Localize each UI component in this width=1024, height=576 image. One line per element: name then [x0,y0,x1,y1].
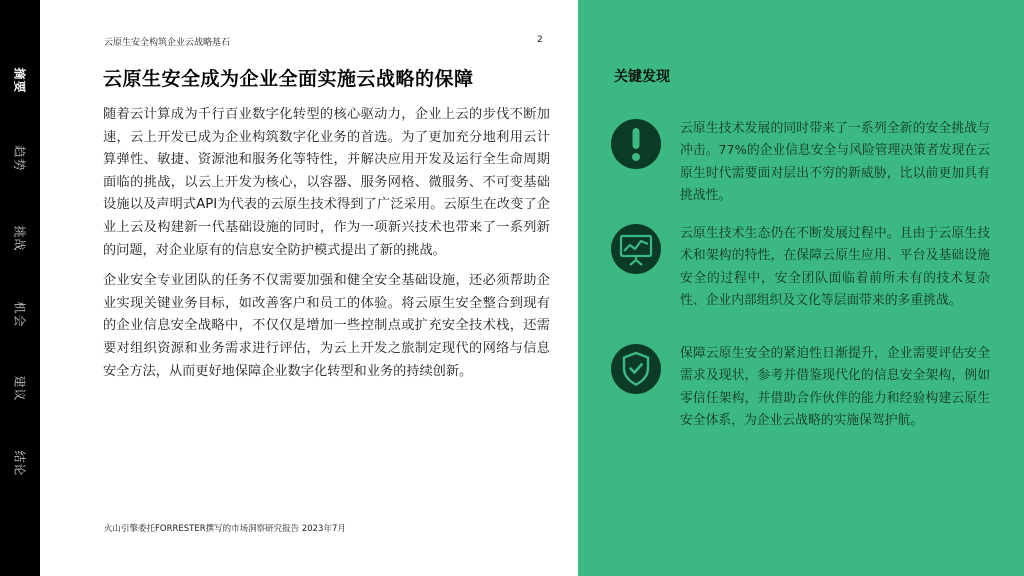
nav-item-opportunities[interactable] [0,294,40,334]
body-paragraph: 企业安全专业团队的任务不仅需要加强和健全安全基础设施，还必须帮助企业实现关键业务目标，如改善客户和员工的体验。将云原生安全整合到现有的企业信息安全战略中，不仅仅是增加一些控制点或扩充安全技术栈，还需要对组织资源和业务需求进行评估，为云上开发之旅制定现代的网络与信息安全方法，从而更好地保障企业数字化转型和业务的持续创新。 [103,273,550,379]
nav-item-label: 挑战 [12,224,27,252]
key-findings-title: 关键发现 [614,69,670,85]
presentation-chart-icon [610,223,662,275]
nav-item-challenges[interactable] [0,218,40,258]
key-finding-text: 云原生技术发展的同时带来了一系列全新的安全挑战与冲击。77%的企业信息安全与风险管理决策者发现在云原生时代需要面对层出不穷的新威胁，比以前更加具有挑战性。 [680,121,990,204]
nav-item-label: 摘要 [12,66,27,94]
nav-item-conclusion[interactable] [0,443,40,483]
running-header: 云原生安全构筑企业云战略基石 [104,38,231,48]
nav-item-label: 结论 [12,449,27,477]
nav-item-recommendations[interactable] [0,368,40,408]
page-number: 2 [537,35,543,45]
section-nav-rail [0,0,40,576]
key-finding-text: 云原生技术生态仍在不断发展过程中。且由于云原生技术和架构的特性，在保障云原生应用、平台及基础设施安全的过程中，安全团队面临着前所未有的技术复杂性、企业内部组织及文化等层面带来的多重挑战。 [680,226,990,309]
nav-item-label: 趋势 [12,144,27,172]
shield-check-icon [610,343,662,395]
body-paragraph: 随着云计算成为千行百业数字化转型的核心驱动力，企业上云的步伐不断加速，云上开发已成为企业构筑数字化业务的首选。为了更加充分地利用云计算弹性、敏捷、资源池和服务化等特性，并解决应用开发及运行全生命周期面临的挑战，以云上开发为核心，以容器、服务网格、微服务、不可变基础设施以及声明式API为代表的云原生技术得到了广泛采用。云原生在改变了企业上云及构建新一代基础设施的同时，作为一项新兴技术也带来了一系列新的问题，对企业原有的信息安全防护模式提出了新的挑战。 [103,107,550,258]
nav-item-summary[interactable] [0,60,40,100]
nav-item-label: 建议 [12,374,27,402]
nav-item-label: 机会 [12,300,27,328]
key-finding-text: 保障云原生安全的紧迫性日渐提升，企业需要评估安全需求及现状，参考并借鉴现代化的信息安全架构，例如零信任架构，并借助合作伙伴的能力和经验构建云原生安全体系，为企业云战略的实施保驾护航。 [680,346,990,429]
nav-item-trends[interactable] [0,138,40,178]
exclamation-icon [610,118,662,170]
body-text [103,104,550,391]
key-findings-panel [578,0,1024,576]
page-title: 云原生安全成为企业全面实施云战略的保障 [103,68,474,90]
footer-note: 火山引擎委托FORRESTER撰写的市场洞察研究报告 2023年7月 [104,524,346,534]
